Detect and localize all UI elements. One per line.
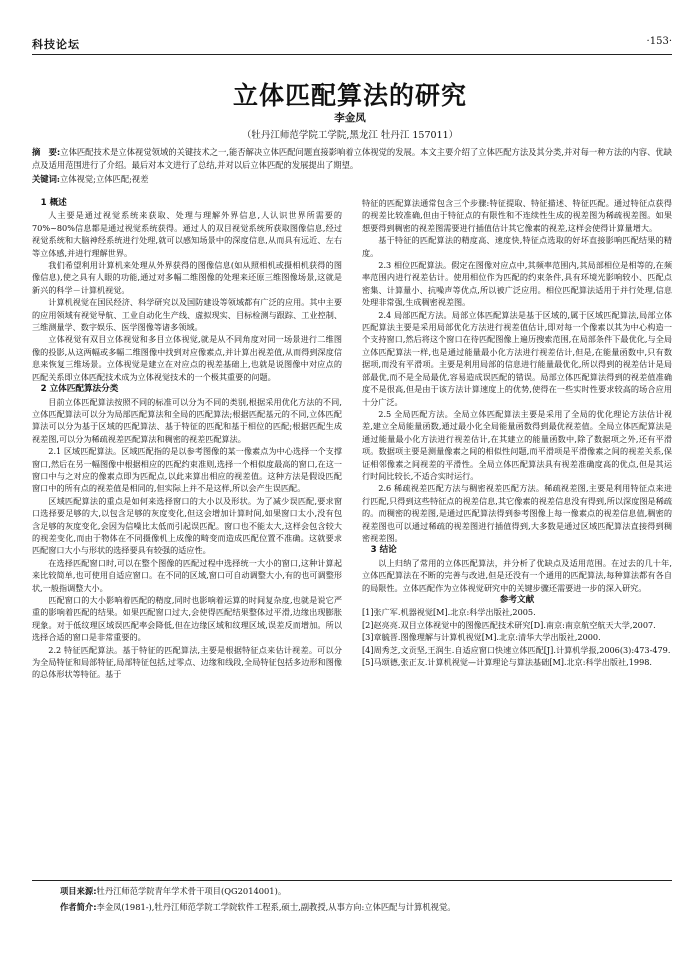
reference-item: [3]章毓晋.图像理解与计算机视觉[M].北京:清华大学出版社,2000.	[362, 632, 601, 643]
body-paragraph: 2.6 稀疏视差匹配方法与稠密视差匹配方法。稀疏视差图,主要是利用特征点来进行匹配,只得到这些特征点的视差信息,其它像素的视差信息没有得到,所以深度图是稀疏的。而稠密的视差图,是通过匹配算法得到参考图像上每一像素点的视差信息值,稠密的视差图也可以通过稀疏的视差图进行插值得到,大多数是通过区域匹配算法直接得到稠密视差图。	[362, 483, 672, 543]
abstract-label: 摘 要:	[32, 147, 61, 157]
footnote-funding	[60, 885, 286, 897]
abstract-text: 立体匹配技术是立体视觉领域的关键技术之一,能否解决立体匹配问题直接影响着立体视觉的发展。本文主要介绍了立体匹配方法及其分类,并对每一种方法的内容、优缺点及适用范围进行了介绍。最后对本文进行了总结,并对以后立体匹配的发展提出了期望。	[32, 147, 672, 170]
left-column	[32, 197, 342, 681]
author-affiliation: （牡丹江师范学院工学院,黑龙江 牡丹江 157011）	[241, 130, 459, 141]
body-paragraph: 人主要是通过视觉系统来获取、处理与理解外界信息,人认识世界所需要的 70%~80%信息都是通过视觉系统获得。通过人的双目视觉系统所获取图像信息,经过视觉系统和大脑神经系统进行处理,就可以感知场景中的深度信息,从而具有远近、左右等立体感,并进行理解世界。	[32, 210, 342, 258]
body-paragraph: 在选择匹配窗口时,可以在整个图像的匹配过程中选择统一大小的窗口,这种计算起来比较简单,也可使用自适应窗口。在不同的区域,窗口可自动调整大小,有的也可调整形状,一般指调整大小。	[32, 557, 342, 593]
references-heading: 参考文献	[499, 595, 535, 605]
bio-label: 作者简介:	[60, 902, 97, 912]
body-paragraph: 2.1 区域匹配算法。区域匹配指的是以参考图像的某一像素点为中心选择一个支撑窗口,然后在另一幅图像中根据相应的匹配约束准则,选择一个相似度最高的窗口,在这一窗口中与之对应的像素点即为匹配点,以此来算出相应的视差值。这种方法是假设匹配窗口中的所有点的视差值是相同的,但实际上并不是这样,所以会产生误匹配。	[32, 446, 342, 494]
keywords-label: 关键词:	[32, 174, 60, 184]
body-paragraph: 计算机视觉在国民经济、科学研究以及国防建设等领域都有广泛的应用。其中主要的应用领域有视觉导航、工业自动化生产线、虚拟现实、目标检测与跟踪、工业控制、三维测量学、数字娱乐、医学图像等诸多领域。	[32, 297, 342, 333]
section-heading: 2 立体匹配算法分类	[40, 384, 119, 395]
keywords-text: 立体视觉;立体匹配;视差	[59, 174, 149, 184]
body-paragraph: 特征的匹配算法通常包含三个步骤:特征提取、特征描述、特征匹配。通过特征点获得的视差比较准确,但由于特征点的有限性和不连续性生成的视差图为稀疏视差图。如果想要得到稠密的视差图需要进行插值估计其它像素的视差,这样会使得计算量增大。	[362, 198, 672, 233]
right-column	[362, 197, 672, 668]
footnote-divider	[32, 880, 672, 881]
body-paragraph: 目前立体匹配算法按照不同的标准可以分为不同的类别,根据采用优化方法的不同,立体匹配算法可以分为局部匹配算法和全局的匹配算法;根据匹配基元的不同,立体匹配算法可以分为基于区域的匹配算法、基于特征的匹配和基于相位的匹配;根据匹配生成视差图,可以分为稀疏视差匹配算法和稠密的视差匹配算法。	[32, 396, 342, 444]
paper-title: 立体匹配算法的研究	[232, 81, 467, 110]
reference-item: [1]张广军.机器视觉[M].北京:科学出版社,2005.	[362, 607, 536, 618]
section-heading: 1 概述	[40, 198, 67, 208]
body-paragraph: 2.5 全局匹配方法。全局立体匹配算法主要是采用了全局的优化理论方法估计视差,建立全局能量函数,通过最小化全局能量函数得到最优视差值。全局立体匹配算法是通过能量最小化方法进行视差估计,在其建立的能量函数中,除了数据项之外,还有平滑项。数据项主要是测量像素之间的相似性问题,而平滑项是平滑像素之间的视差关系,保证相邻像素之间视差的平滑性。全局立体匹配算法具有视差准确度高的优点,但是其运行时间比较长,不适合实时运行。	[362, 408, 672, 481]
abstract	[32, 146, 672, 171]
funding-text: 牡丹江师范学院青年学术骨干项目(QG2014001)。	[96, 886, 287, 896]
funding-label: 项目来源:	[60, 886, 97, 896]
body-paragraph: 立体视觉有双目立体视觉和多目立体视觉,就是从不同角度对同一场景进行二维图像的投影,从这两幅或多幅二维图像中找到对应像素点,并计算出视差值,从而得到深度信息来恢复三维场景。立体视觉是建立在对应点的视差基础上,也就是说图像中对应点的匹配关系即立体匹配技术成为立体视觉技术的一个极其重要的问题。	[32, 334, 342, 382]
section-heading: 3 结论	[370, 545, 397, 556]
reference-item: [5]马颂德,张正友.计算机视觉—计算理论与算法基础[M].北京:科学出版社,1998.	[362, 657, 652, 668]
body-paragraph: 2.3 相位匹配算法。假定在图像对应点中,其频率范围内,其局部相位是相等的,在频率范围内进行视差估计。使用相位作为匹配的约束条件,具有环境光影响较小、匹配点密集、计算量小、抗噪声等优点,所以被广泛应用。相位匹配算法适用于并行处理,信息处理非常强,生成稠密视差图。	[362, 260, 672, 308]
body-paragraph: 2.2 特征匹配算法。基于特征的匹配算法,主要是根据特征点来估计视差。可以分为全局特征和局部特征,局部特征包括,过零点、边缘和线段,全局特征包括多边形和图像的总体形状等特征。基于	[32, 644, 342, 680]
running-header	[32, 36, 672, 52]
journal-name: 科技论坛	[32, 38, 80, 51]
body-paragraph: 2.4 局部匹配方法。局部立体匹配算法是基于区域的,属于区域匹配算法,局部立体匹配算法主要是采用局部优化方法进行视差值估计,即对每一个像素以其为中心构造一个支持窗口,然后将这个窗口在待匹配图像上遍历搜索范围,在局部条件下最优化,与全局立体匹配算法一样,也是通过能量最小化方法进行视差估计,但是,在能量函数中,只有数据项,而没有平滑项。主要是利用局部的信息进行能量最优化,所以得到的视差估计是局部最优,而不是全局最优,容易造成误匹配的错误。局部立体匹配算法得到的视差值准确度不是很高,但是由于该方法计算速度上的优势,使得在一些实时性要求较高的场合应用十分广泛。	[362, 309, 672, 407]
author-name: 李金凤	[334, 112, 366, 124]
body-paragraph: 以上归纳了常用的立体匹配算法，并分析了优缺点及适用范围。在过去的几十年,立体匹配算法在不断的完善与改进,但是还没有一个通用的匹配算法,每种算法都有各自的局限性。立体匹配作为立体视觉研究中的关键步骤还需要进一步的深入研究。	[362, 557, 672, 593]
page-number: ·153·	[646, 36, 672, 47]
reference-item: [4]周秀芝,文贡坚,王润生.自适应窗口快速立体匹配[J].计算机学报,2006(3):473-479.	[362, 644, 671, 655]
footnote-author-bio	[60, 901, 456, 913]
body-paragraph: 基于特征的匹配算法的精度高、速度快,特征点选取的好坏直接影响匹配结果的精度。	[362, 235, 672, 258]
bio-text: 李金凤(1981-),牡丹江师范学院工学院软件工程系,硕士,副教授,从事方向:立体匹配与计算机视觉。	[96, 902, 456, 912]
reference-item: [2]赵亮亮.双目立体视觉中的图像匹配技术研究[D].南京:南京航空航天大学,2007.	[362, 619, 656, 630]
body-paragraph: 匹配窗口的大小影响着匹配的精度,同时也影响着运算的时间复杂度,也就是说它严重的影响着匹配的结果。如果匹配窗口过大,会使得匹配结果整体过平滑,边缘出现膨胀现象。对于低纹理区域误匹配率会降低,但在边缘区域和纹理区域,误差反而增加。所以选择合适的窗口是非常重要的。	[32, 595, 342, 643]
keywords	[32, 173, 672, 186]
header-divider	[32, 54, 672, 55]
body-paragraph: 我们希望利用计算机来处理从外界获得的图像信息(如从照相机或摄相机获得的图像信息),使之具有人眼的功能,通过对多幅二维图像的处理来还原三维图像场景,这就是新兴的科学－计算机视觉。	[32, 260, 342, 295]
body-paragraph: 区域匹配算法的重点是如何来选择窗口的大小以及形状。为了减少误匹配,要求窗口选择要足够的大,以包含足够的灰度变化,但这会增加计算时间,如果窗口太小,没有包含足够的灰度变化,会因为信噪比太低而引起误匹配。窗口也不能太大,这样会包含较大的视差变化,而由于物体在不同摄像机上成像的畸变而造成匹配位置不准确。这就要求匹配窗口大小与形状的选择要具有较强的适应性。	[32, 495, 342, 556]
